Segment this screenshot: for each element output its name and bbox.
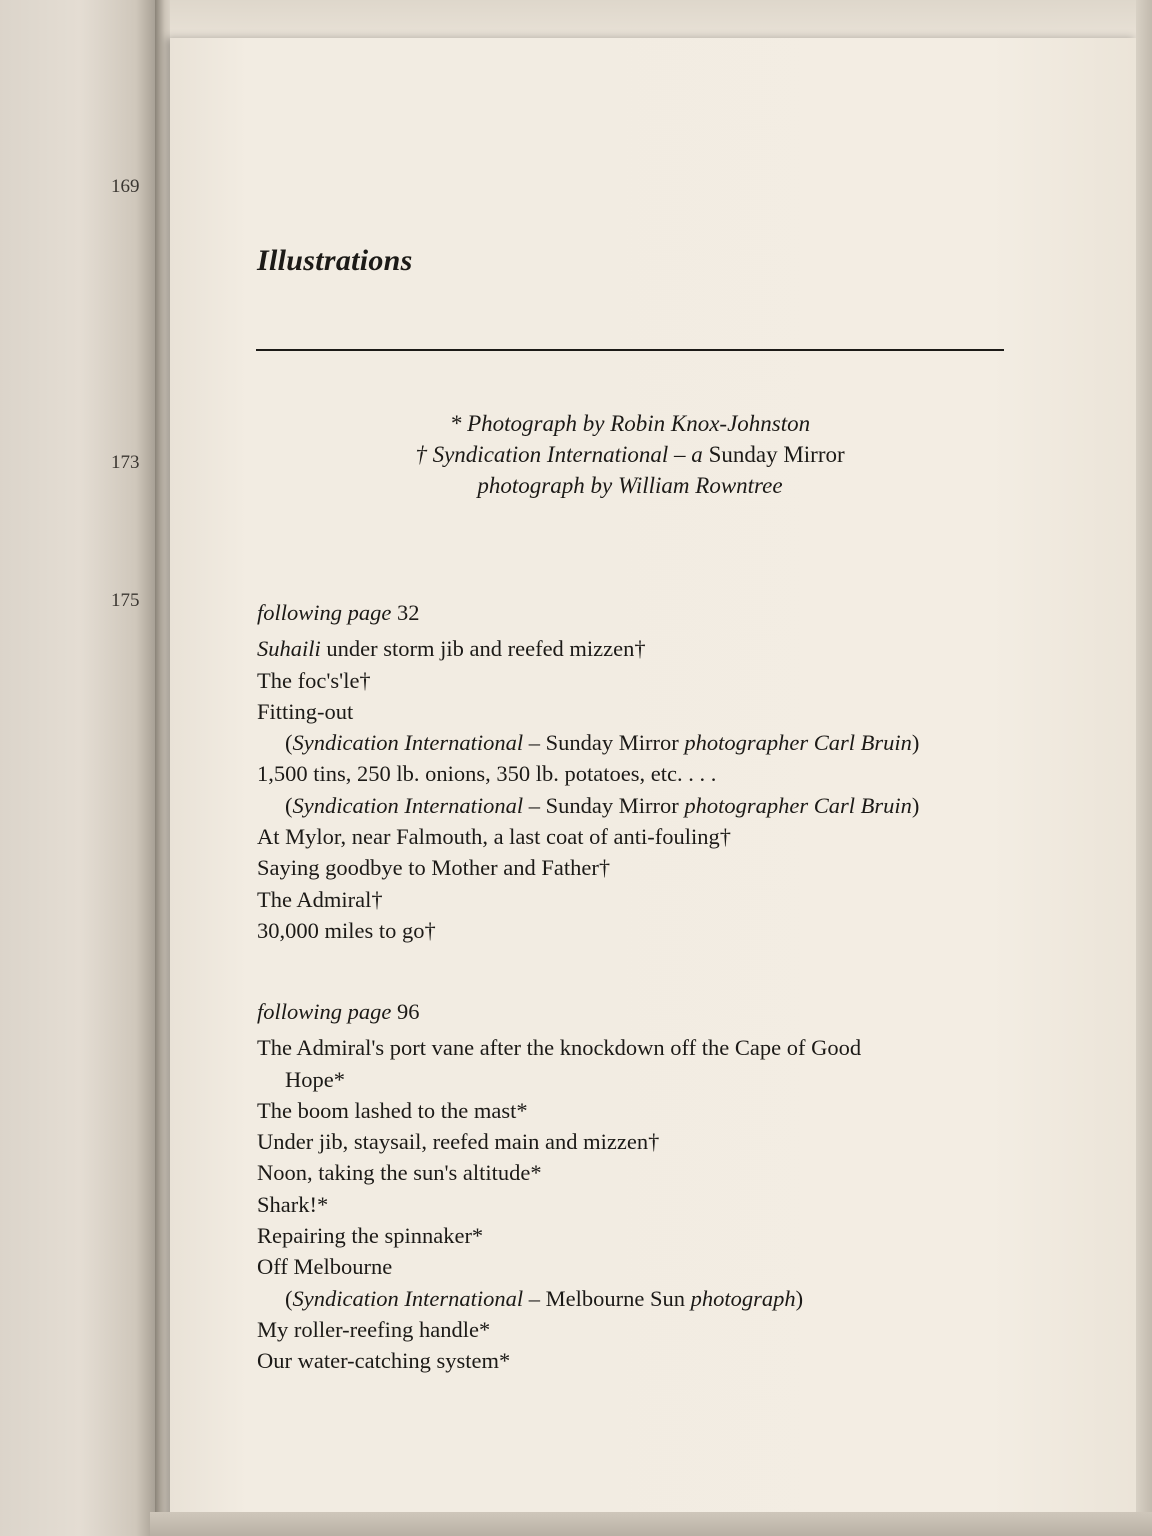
title-rule bbox=[256, 349, 1004, 351]
left-page-number: 173 bbox=[111, 452, 140, 473]
list-item: My roller-reefing handle* bbox=[257, 1316, 491, 1342]
page-edge bbox=[1136, 0, 1152, 1536]
list-item: At Mylor, near Falmouth, a last coat of anti-fouling† bbox=[257, 824, 731, 850]
credit-line-2 bbox=[256, 439, 1004, 470]
section-heading-label: following page bbox=[257, 600, 392, 625]
page-top-shadow bbox=[170, 0, 1152, 40]
page-bottom-edge bbox=[150, 1512, 1152, 1536]
credit-line-2-italic: † Syndication International – a bbox=[415, 442, 703, 467]
section-heading-label: following page bbox=[257, 999, 392, 1024]
list-item: The Admiral† bbox=[257, 886, 383, 912]
list-item: Fitting-out bbox=[257, 698, 354, 724]
section-heading-page: 32 bbox=[397, 600, 420, 625]
section-heading-page: 96 bbox=[397, 999, 420, 1024]
list-item-credit: (Syndication International – Sunday Mirror photographer Carl Bruin) bbox=[285, 730, 920, 756]
list-item: Off Melbourne bbox=[257, 1254, 393, 1280]
list-item-credit: (Syndication International – Melbourne Sun photograph) bbox=[285, 1285, 804, 1311]
section-page-96 bbox=[257, 996, 1017, 1377]
left-page-number: 175 bbox=[111, 590, 140, 611]
credit-line-1: * Photograph by Robin Knox-Johnston bbox=[449, 411, 811, 436]
section-page-32 bbox=[257, 597, 1017, 946]
list-item: Under jib, staysail, reefed main and mizzen† bbox=[257, 1129, 660, 1155]
list-item: Shark!* bbox=[257, 1191, 329, 1217]
list-item: Saying goodbye to Mother and Father† bbox=[257, 855, 611, 881]
list-item: The foc's'le† bbox=[257, 667, 371, 693]
list-item: 1,500 tins, 250 lb. onions, 350 lb. potatoes, etc. . . . bbox=[257, 761, 717, 787]
list-item: Suhaili under storm jib and reefed mizzen† bbox=[257, 636, 646, 662]
list-item: Our water-catching system* bbox=[257, 1348, 511, 1374]
photo-credits bbox=[256, 408, 1004, 501]
left-page bbox=[0, 0, 162, 1536]
credit-line-2-roman: Sunday Mirror bbox=[708, 442, 845, 467]
list-item: 30,000 miles to go† bbox=[257, 917, 436, 943]
credit-line-3: photograph by William Rowntree bbox=[477, 473, 783, 498]
list-item: The boom lashed to the mast* bbox=[257, 1097, 528, 1123]
left-page-number: 169 bbox=[111, 176, 140, 197]
list-item: The Admiral's port vane after the knockdown off the Cape of Good bbox=[257, 1035, 862, 1061]
list-item: Repairing the spinnaker* bbox=[257, 1223, 484, 1249]
page-title: Illustrations bbox=[257, 244, 413, 277]
list-item-continuation: Hope* bbox=[285, 1066, 345, 1092]
section-heading bbox=[257, 597, 1017, 628]
list-item-credit: (Syndication International – Sunday Mirror photographer Carl Bruin) bbox=[285, 792, 920, 818]
section-heading bbox=[257, 996, 1017, 1027]
list-item: Noon, taking the sun's altitude* bbox=[257, 1160, 542, 1186]
